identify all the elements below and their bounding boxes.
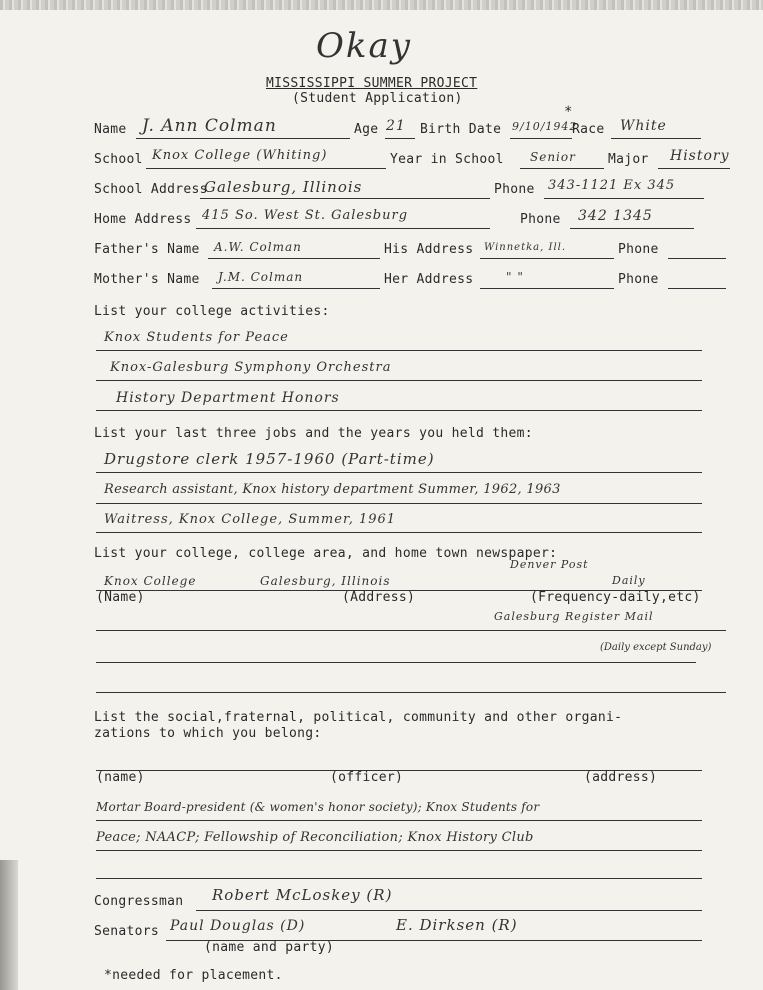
birth-date-value: 9/10/1942 bbox=[512, 120, 578, 133]
year-value: Senior bbox=[530, 150, 576, 164]
mother-phone-label: Phone bbox=[618, 272, 659, 287]
org-entry-2: Peace; NAACP; Fellowship of Reconciliation; Knox History Club bbox=[96, 830, 534, 845]
father-phone-line bbox=[668, 258, 726, 259]
org-line-3 bbox=[96, 850, 702, 851]
activity-item-2: Knox-Galesburg Symphony Orchestra bbox=[110, 360, 392, 375]
activity-line-2 bbox=[96, 380, 702, 381]
newspaper-name-caption: (Name) bbox=[96, 590, 145, 605]
congressman-line bbox=[196, 910, 702, 911]
job-item-1: Drugstore clerk 1957-1960 (Part-time) bbox=[104, 450, 435, 468]
scan-edge-left bbox=[0, 860, 18, 990]
father-name-label: Father's Name bbox=[94, 242, 200, 257]
his-address-value: Winnetka, Ill. bbox=[484, 242, 567, 253]
mother-name-value: J.M. Colman bbox=[218, 270, 304, 284]
his-address-label: His Address bbox=[384, 242, 474, 257]
org-officer-caption: (officer) bbox=[330, 770, 404, 785]
age-line bbox=[385, 138, 415, 139]
race-label: Race bbox=[572, 122, 605, 137]
school-address-value: Galesburg, Illinois bbox=[204, 178, 363, 196]
school-value: Knox College (Whiting) bbox=[152, 148, 328, 163]
home-address-line bbox=[196, 228, 490, 229]
job-line-2 bbox=[96, 503, 702, 504]
age-value: 21 bbox=[386, 118, 406, 134]
scan-edge-top bbox=[0, 0, 763, 10]
race-value: White bbox=[620, 118, 667, 134]
newspaper-line-2 bbox=[96, 630, 726, 631]
asterisk-mark: * bbox=[564, 104, 573, 120]
mother-name-line bbox=[212, 288, 380, 289]
her-address-line bbox=[480, 288, 614, 289]
school-address-line bbox=[200, 198, 490, 199]
daily-except-note: (Daily except Sunday) bbox=[600, 642, 712, 653]
major-value: History bbox=[670, 148, 730, 164]
college-paper-name: Knox College bbox=[104, 574, 197, 588]
job-line-1 bbox=[96, 472, 702, 473]
newspaper-line-4 bbox=[96, 692, 726, 693]
father-name-value: A.W. Colman bbox=[214, 240, 302, 254]
form-title: MISSISSIPPI SUMMER PROJECT bbox=[266, 76, 478, 91]
mother-phone-line bbox=[668, 288, 726, 289]
org-line-4 bbox=[96, 878, 702, 879]
father-name-line bbox=[208, 258, 380, 259]
name-line bbox=[136, 138, 350, 139]
name-value: J. Ann Colman bbox=[142, 116, 277, 136]
senator-2-value: E. Dirksen (R) bbox=[396, 916, 518, 934]
jobs-label: List your last three jobs and the years you held them: bbox=[94, 426, 533, 441]
newspaper-line-3 bbox=[96, 662, 696, 663]
placement-footnote: *needed for placement. bbox=[104, 968, 283, 983]
job-line-3 bbox=[96, 532, 702, 533]
home-phone-label: Phone bbox=[520, 212, 561, 227]
congressman-value: Robert McLoskey (R) bbox=[212, 886, 393, 904]
age-label: Age bbox=[354, 122, 379, 137]
activity-line-3 bbox=[96, 410, 702, 411]
major-label: Major bbox=[608, 152, 649, 167]
school-phone-label: Phone bbox=[494, 182, 535, 197]
college-paper-address: Galesburg, Illinois bbox=[260, 574, 391, 588]
job-item-3: Waitress, Knox College, Summer, 1961 bbox=[104, 512, 397, 527]
name-label: Name bbox=[94, 122, 127, 137]
senator-1-value: Paul Douglas (D) bbox=[170, 918, 306, 934]
organizations-label-2: zations to which you belong: bbox=[94, 726, 322, 741]
home-address-value: 415 So. West St. Galesburg bbox=[202, 208, 409, 223]
newspaper-frequency-caption: (Frequency-daily,etc) bbox=[530, 590, 701, 605]
her-address-label: Her Address bbox=[384, 272, 474, 287]
daily-note: Daily bbox=[612, 574, 646, 587]
area-paper-name: Galesburg Register Mail bbox=[494, 610, 654, 623]
father-phone-label: Phone bbox=[618, 242, 659, 257]
job-item-2: Research assistant, Knox history department Summer, 1962, 1963 bbox=[104, 482, 561, 497]
org-name-caption: (name) bbox=[96, 770, 145, 785]
school-line bbox=[146, 168, 386, 169]
school-phone-value: 343-1121 Ex 345 bbox=[548, 178, 676, 193]
denver-note: Denver Post bbox=[510, 558, 589, 571]
activity-item-3: History Department Honors bbox=[116, 390, 340, 406]
senators-label: Senators bbox=[94, 924, 160, 939]
activity-item-1: Knox Students for Peace bbox=[104, 330, 289, 345]
okay-mark: Okay bbox=[316, 26, 412, 66]
newspapers-label: List your college, college area, and home town newspaper: bbox=[94, 546, 558, 561]
home-phone-line bbox=[570, 228, 694, 229]
his-address-line bbox=[480, 258, 614, 259]
congressman-label: Congressman bbox=[94, 894, 184, 909]
major-line bbox=[658, 168, 730, 169]
race-line bbox=[611, 138, 701, 139]
org-address-caption: (address) bbox=[584, 770, 658, 785]
activities-label: List your college activities: bbox=[94, 304, 330, 319]
school-phone-line bbox=[544, 198, 704, 199]
school-label: School bbox=[94, 152, 143, 167]
newspaper-address-caption: (Address) bbox=[342, 590, 416, 605]
home-phone-value: 342 1345 bbox=[578, 208, 653, 224]
year-in-school-label: Year in School bbox=[390, 152, 504, 167]
home-address-label: Home Address bbox=[94, 212, 192, 227]
birth-date-label: Birth Date bbox=[420, 122, 502, 137]
year-line bbox=[520, 168, 604, 169]
birth-line bbox=[510, 138, 572, 139]
activity-line-1 bbox=[96, 350, 702, 351]
org-entry-1: Mortar Board-president (& women's honor society); Knox Students for bbox=[96, 800, 540, 814]
organizations-label-1: List the social,fraternal, political, community and other organi- bbox=[94, 710, 623, 725]
school-address-label: School Address bbox=[94, 182, 208, 197]
org-line-2 bbox=[96, 820, 702, 821]
mother-name-label: Mother's Name bbox=[94, 272, 200, 287]
form-subtitle: (Student Application) bbox=[292, 91, 463, 106]
senators-caption: (name and party) bbox=[204, 940, 335, 955]
her-address-value: " " bbox=[506, 270, 524, 284]
